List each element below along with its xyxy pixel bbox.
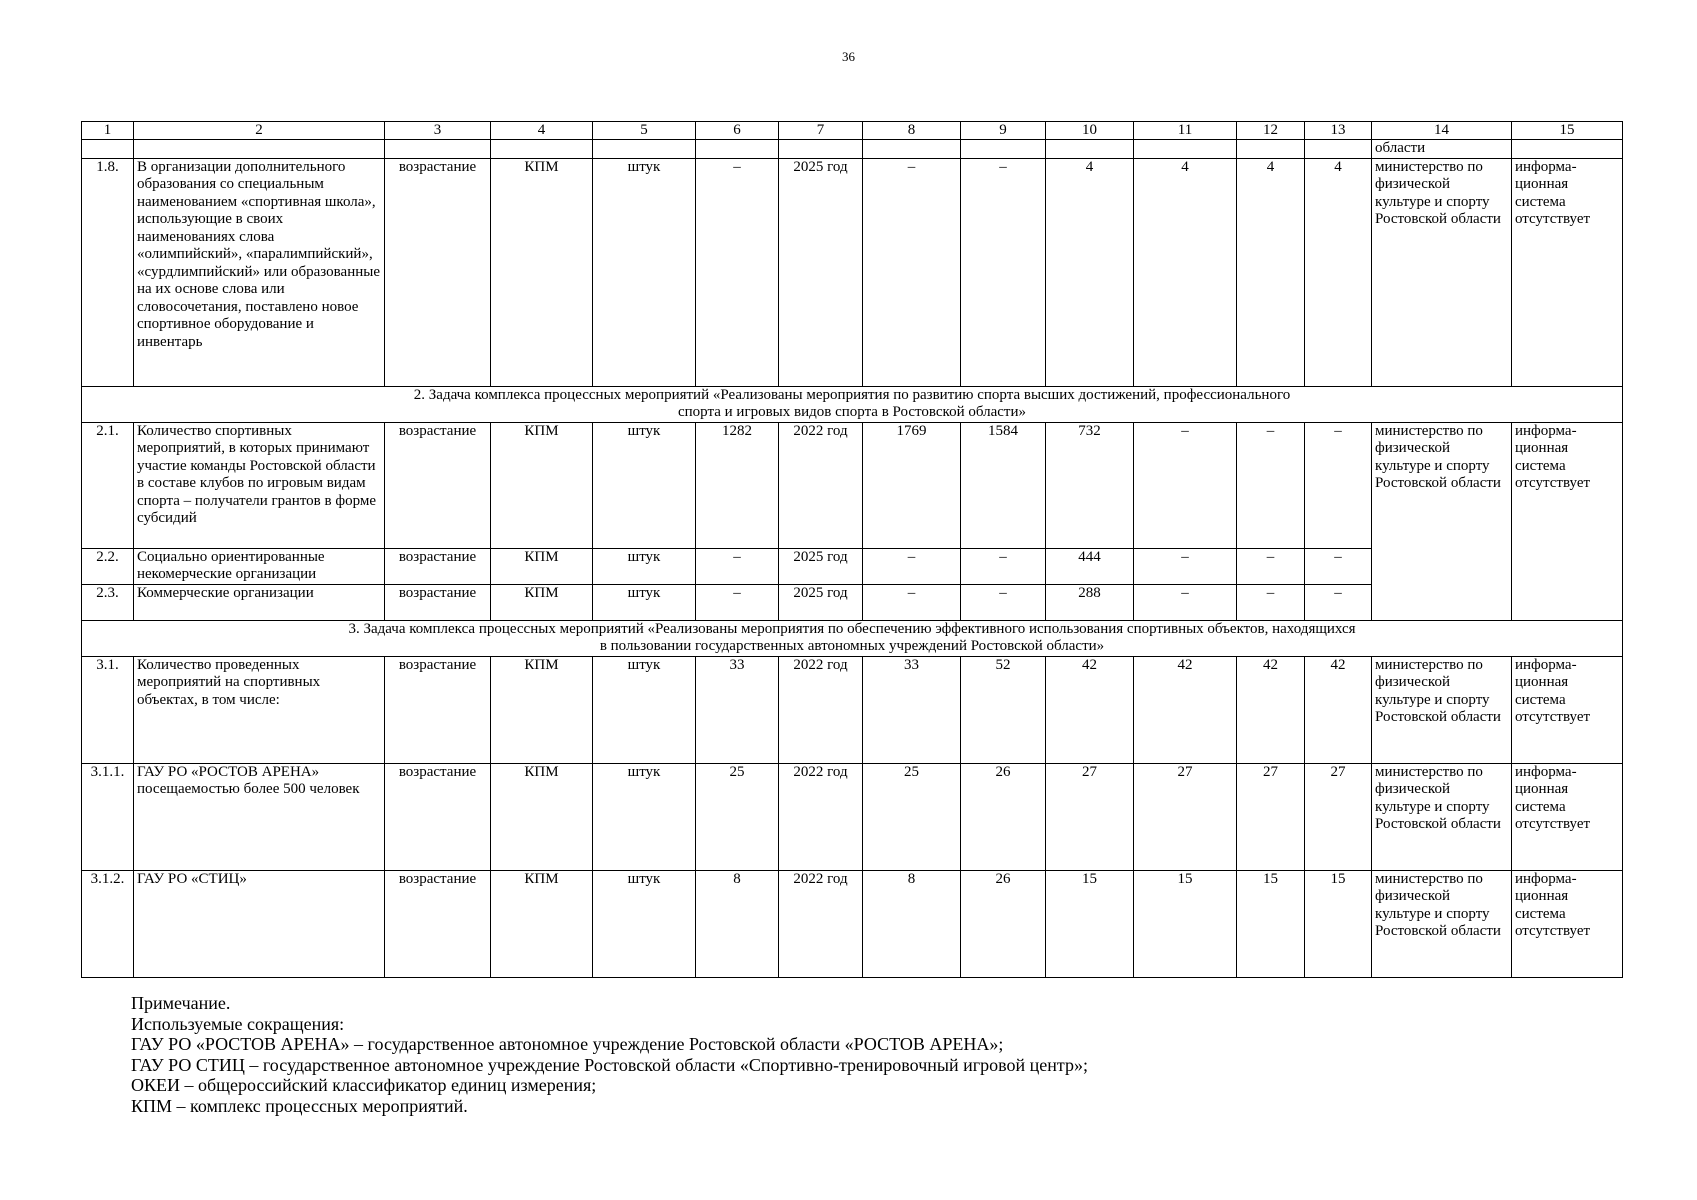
- note-line: ГАУ РО СТИЦ – государственное автономное учреждение Ростовской области «Спортивно-тренировочный игровой центр»;: [131, 1054, 1088, 1075]
- unit-cell: штук: [593, 158, 696, 386]
- value-cell: –: [961, 548, 1046, 584]
- header-cell: 9: [961, 122, 1046, 140]
- value-cell: –: [1305, 422, 1372, 548]
- row-number: 2.1.: [82, 422, 134, 548]
- note-line: Используемые сокращения:: [131, 1013, 345, 1034]
- header-cell: 7: [779, 122, 863, 140]
- note-line: ГАУ РО «РОСТОВ АРЕНА» – государственное автономное учреждение Ростовской области «РОСТОВ АРЕНА»;: [131, 1034, 1004, 1054]
- value-cell: –: [1237, 584, 1305, 620]
- base-year-cell: 2022 год: [779, 422, 863, 548]
- base-year-cell: 2025 год: [779, 584, 863, 620]
- trend-cell: возрастание: [385, 870, 491, 977]
- base-value-cell: –: [696, 158, 779, 386]
- header-cell: 12: [1237, 122, 1305, 140]
- header-cell: 3: [385, 122, 491, 140]
- indicator-name: Количество спортивных мероприятий, в которых принимают участие команды Ростовской области в составе клубов по игровым видам спорта – получатели грантов в форме субсидий: [134, 422, 385, 548]
- trend-cell: возрастание: [385, 763, 491, 870]
- table-row: [82, 870, 1623, 977]
- value-cell: 27: [1237, 763, 1305, 870]
- note-heading: Примечание.: [131, 993, 231, 1013]
- value-cell: –: [1134, 548, 1237, 584]
- trend-cell: возрастание: [385, 656, 491, 763]
- value-cell: 42: [1134, 656, 1237, 763]
- responsible-cell: министерство по физической культуре и спорту Ростовской области: [1372, 870, 1512, 977]
- level-cell: КПМ: [491, 584, 593, 620]
- value-cell: –: [1134, 422, 1237, 548]
- header-cell: 10: [1046, 122, 1134, 140]
- info-system-cell: информа-ционная система отсутствует: [1512, 158, 1623, 386]
- level-cell: КПМ: [491, 548, 593, 584]
- responsible-cell: министерство по физической культуре и спорту Ростовской области: [1372, 763, 1512, 870]
- value-cell: –: [863, 584, 961, 620]
- section-title: [82, 620, 1623, 656]
- indicator-name: ГАУ РО «СТИЦ»: [134, 870, 385, 977]
- page-number: 36: [842, 49, 855, 64]
- indicator-name: Социально ориентированные некомерческие организации: [134, 548, 385, 584]
- value-cell: –: [961, 584, 1046, 620]
- row-number: 3.1.2.: [82, 870, 134, 977]
- value-cell: 52: [961, 656, 1046, 763]
- level-cell: КПМ: [491, 158, 593, 386]
- header-cell: 6: [696, 122, 779, 140]
- responsible-cell: министерство по физической культуре и спорту Ростовской области: [1372, 422, 1512, 620]
- header-cell: 1: [82, 122, 134, 140]
- indicator-name: Количество проведенных мероприятий на спортивных объектах, в том числе:: [134, 656, 385, 763]
- row-number: 2.3.: [82, 584, 134, 620]
- value-cell: –: [863, 158, 961, 386]
- table-row: [82, 158, 1623, 386]
- row-number: 2.2.: [82, 548, 134, 584]
- base-value-cell: 33: [696, 656, 779, 763]
- base-value-cell: 8: [696, 870, 779, 977]
- unit-cell: штук: [593, 422, 696, 548]
- value-cell: 33: [863, 656, 961, 763]
- row-number: 1.8.: [82, 158, 134, 386]
- section-row: [82, 386, 1623, 422]
- base-year-cell: 2022 год: [779, 870, 863, 977]
- base-year-cell: 2025 год: [779, 548, 863, 584]
- value-cell: 25: [863, 763, 961, 870]
- unit-cell: штук: [593, 548, 696, 584]
- value-cell: 4: [1134, 158, 1237, 386]
- unit-cell: штук: [593, 763, 696, 870]
- header-cell: 8: [863, 122, 961, 140]
- base-year-cell: 2022 год: [779, 656, 863, 763]
- value-cell: 27: [1134, 763, 1237, 870]
- row-number: 3.1.1.: [82, 763, 134, 870]
- value-cell: 444: [1046, 548, 1134, 584]
- header-cell: 4: [491, 122, 593, 140]
- section-title: [82, 386, 1623, 422]
- trend-cell: возрастание: [385, 422, 491, 548]
- base-year-cell: 2022 год: [779, 763, 863, 870]
- header-cell: 14: [1372, 122, 1512, 140]
- value-cell: –: [863, 548, 961, 584]
- header-cell: 2: [134, 122, 385, 140]
- trend-cell: возрастание: [385, 548, 491, 584]
- value-cell: 42: [1046, 656, 1134, 763]
- header-cell: 5: [593, 122, 696, 140]
- level-cell: КПМ: [491, 763, 593, 870]
- base-value-cell: 1282: [696, 422, 779, 548]
- note-line: ОКЕИ – общероссийский классификатор единиц измерения;: [131, 1075, 597, 1095]
- value-cell: 26: [961, 763, 1046, 870]
- info-system-cell: информа-ционная система отсутствует: [1512, 763, 1623, 870]
- level-cell: КПМ: [491, 422, 593, 548]
- table-row: [82, 656, 1623, 763]
- header-cell: 13: [1305, 122, 1372, 140]
- value-cell: 8: [863, 870, 961, 977]
- section-title-text: 3. Задача комплекса процессных мероприятий «Реализованы мероприятия по обеспечению эффективного использования спортивных объектов, находящихся в пользовании государственных автономных учреждений Ростовской области»: [348, 620, 1356, 654]
- base-year-cell: 2025 год: [779, 158, 863, 386]
- unit-cell: штук: [593, 870, 696, 977]
- value-cell: 1584: [961, 422, 1046, 548]
- note-line: КПМ – комплекс процессных мероприятий.: [131, 1095, 468, 1116]
- table-row: [82, 763, 1623, 870]
- value-cell: –: [961, 158, 1046, 386]
- value-cell: –: [1305, 548, 1372, 584]
- value-cell: 15: [1305, 870, 1372, 977]
- value-cell: 15: [1134, 870, 1237, 977]
- value-cell: –: [1237, 422, 1305, 548]
- info-system-cell: информа-ционная система отсутствует: [1512, 870, 1623, 977]
- trend-cell: возрастание: [385, 584, 491, 620]
- base-value-cell: –: [696, 584, 779, 620]
- header-cell: 15: [1512, 122, 1623, 140]
- section-title-text: 2. Задача комплекса процессных мероприятий «Реализованы мероприятия по развитию спорта высших достижений, профессионального спорта и игровых видов спорта в Ростовской области»: [413, 386, 1291, 420]
- value-cell: 27: [1046, 763, 1134, 870]
- row-number: 3.1.: [82, 656, 134, 763]
- section-row: [82, 620, 1623, 656]
- trend-cell: возрастание: [385, 158, 491, 386]
- responsible-cell: министерство по физической культуре и спорту Ростовской области: [1372, 656, 1512, 763]
- value-cell: 27: [1305, 763, 1372, 870]
- responsible-cell: области: [1372, 140, 1512, 159]
- continuation-row: [82, 140, 1623, 159]
- abbreviations-note: [131, 993, 1088, 1116]
- value-cell: 42: [1237, 656, 1305, 763]
- value-cell: –: [1237, 548, 1305, 584]
- value-cell: 15: [1237, 870, 1305, 977]
- header-cell: 11: [1134, 122, 1237, 140]
- base-value-cell: –: [696, 548, 779, 584]
- level-cell: КПМ: [491, 656, 593, 763]
- value-cell: 4: [1305, 158, 1372, 386]
- info-system-cell: информа-ционная система отсутствует: [1512, 422, 1623, 620]
- unit-cell: штук: [593, 656, 696, 763]
- indicator-name: Коммерческие организации: [134, 584, 385, 620]
- value-cell: 4: [1237, 158, 1305, 386]
- header-row: [82, 122, 1623, 140]
- value-cell: –: [1134, 584, 1237, 620]
- value-cell: –: [1305, 584, 1372, 620]
- indicator-name: ГАУ РО «РОСТОВ АРЕНА» посещаемостью более 500 человек: [134, 763, 385, 870]
- value-cell: 26: [961, 870, 1046, 977]
- value-cell: 4: [1046, 158, 1134, 386]
- indicator-name: В организации дополнительного образования со специальным наименованием «спортивная школа», использующие в своих наименованиях слова «олимпийский», «паралимпийский», «сурдлимпийский» или образованные на их основе слова или словосочетания, поставлено новое спортивное оборудование и инвентарь: [134, 158, 385, 386]
- level-cell: КПМ: [491, 870, 593, 977]
- table-row: [82, 422, 1623, 548]
- value-cell: 288: [1046, 584, 1134, 620]
- indicators-table: [81, 121, 1623, 978]
- unit-cell: штук: [593, 584, 696, 620]
- responsible-cell: министерство по физической культуре и спорту Ростовской области: [1372, 158, 1512, 386]
- base-value-cell: 25: [696, 763, 779, 870]
- value-cell: 42: [1305, 656, 1372, 763]
- value-cell: 15: [1046, 870, 1134, 977]
- value-cell: 732: [1046, 422, 1134, 548]
- value-cell: 1769: [863, 422, 961, 548]
- info-system-cell: информа-ционная система отсутствует: [1512, 656, 1623, 763]
